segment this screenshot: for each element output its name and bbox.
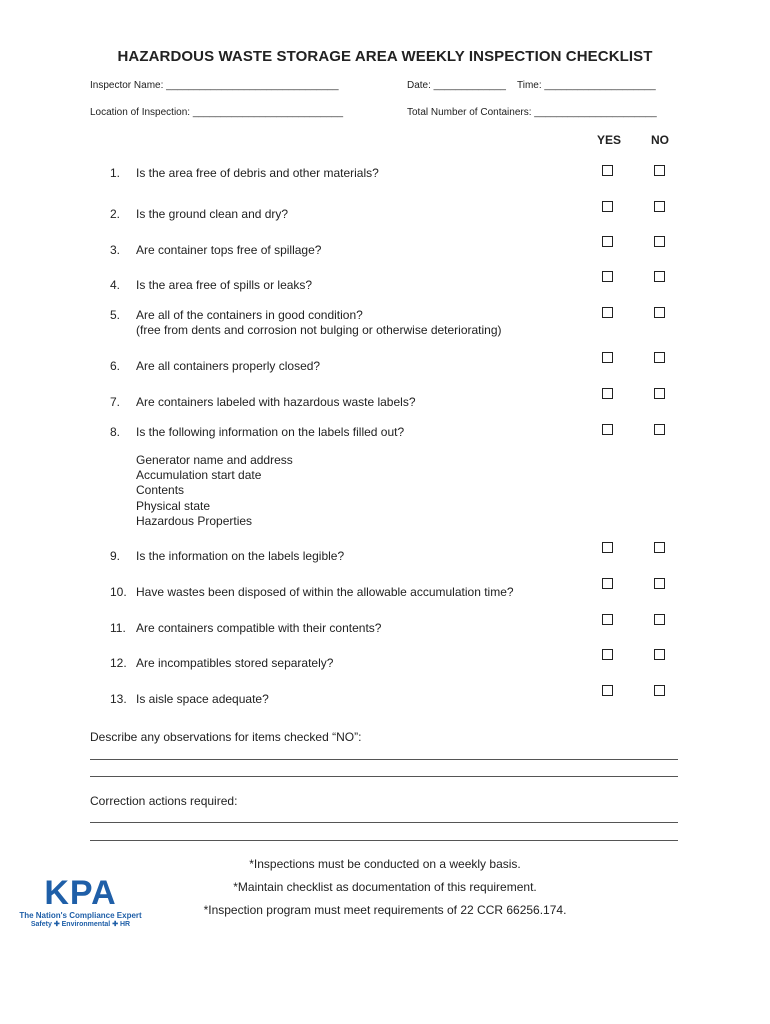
- no-checkbox[interactable]: [654, 424, 665, 435]
- observations-line[interactable]: [90, 776, 678, 777]
- note-regulation: *Inspection program must meet requirements of 22 CCR 66256.174.: [203, 903, 567, 917]
- list-item: Accumulation start date: [136, 468, 262, 483]
- note-documentation: *Maintain checklist as documentation of this requirement.: [233, 880, 537, 894]
- question-number: 8.: [110, 425, 121, 439]
- question-text: Have wastes been disposed of within the allowable accumulation time?: [136, 585, 514, 599]
- yes-checkbox[interactable]: [602, 685, 613, 696]
- question-text: Is the area free of debris and other materials?: [136, 166, 379, 180]
- yes-checkbox[interactable]: [602, 388, 613, 399]
- no-checkbox[interactable]: [654, 578, 665, 589]
- no-checkbox[interactable]: [654, 165, 665, 176]
- question-number: 10.: [110, 585, 127, 599]
- list-item: Physical state: [136, 498, 211, 513]
- no-checkbox[interactable]: [654, 271, 665, 282]
- question-number: 6.: [110, 359, 121, 373]
- question-text: Are all of the containers in good condition?: [136, 308, 363, 322]
- question-text: Are container tops free of spillage?: [136, 243, 322, 257]
- yes-checkbox[interactable]: [602, 307, 613, 318]
- no-checkbox[interactable]: [654, 236, 665, 247]
- yes-checkbox[interactable]: [602, 271, 613, 282]
- yes-checkbox[interactable]: [602, 165, 613, 176]
- question-number: 5.: [110, 308, 121, 322]
- yes-checkbox[interactable]: [602, 424, 613, 435]
- question-text: Is aisle space adequate?: [136, 692, 269, 706]
- kpa-logo: [18, 876, 143, 928]
- question-text: Are all containers properly closed?: [136, 359, 321, 373]
- question-text: Are containers labeled with hazardous waste labels?: [136, 395, 416, 409]
- question-number: 7.: [110, 395, 121, 409]
- corrections-line[interactable]: [90, 822, 678, 823]
- observations-label: Describe any observations for items checked “NO”:: [90, 730, 362, 744]
- question-number: 13.: [110, 692, 127, 706]
- no-checkbox[interactable]: [654, 352, 665, 363]
- question-number: 3.: [110, 243, 121, 257]
- list-item: Generator name and address: [136, 453, 293, 467]
- question-number: 2.: [110, 207, 121, 221]
- yes-checkbox[interactable]: [602, 614, 613, 625]
- no-checkbox[interactable]: [654, 685, 665, 696]
- yes-column-header: YES: [597, 133, 622, 147]
- question-text: Is the ground clean and dry?: [136, 207, 289, 221]
- yes-checkbox[interactable]: [602, 542, 613, 553]
- location-field[interactable]: Location of Inspection: ___________________________: [90, 107, 344, 118]
- no-checkbox[interactable]: [654, 201, 665, 212]
- no-checkbox[interactable]: [654, 388, 665, 399]
- question-text: Are containers compatible with their contents?: [136, 621, 382, 635]
- corrections-line[interactable]: [90, 840, 678, 841]
- yes-checkbox[interactable]: [602, 236, 613, 247]
- kpa-tagline-services: Safety ✚ Environmental ✚ HR: [30, 921, 131, 928]
- question-text: Is the information on the labels legible?: [136, 549, 345, 563]
- question-number: 1.: [110, 166, 121, 180]
- yes-checkbox[interactable]: [602, 649, 613, 660]
- label-information-list: [136, 453, 293, 529]
- time-field[interactable]: Time: ____________________: [517, 80, 656, 91]
- question-number: 12.: [110, 656, 127, 670]
- question-subtext: (free from dents and corrosion not bulging or otherwise deteriorating): [136, 323, 502, 337]
- note-weekly: *Inspections must be conducted on a weekly basis.: [249, 857, 521, 871]
- question-number: 11.: [110, 621, 126, 635]
- no-checkbox[interactable]: [654, 542, 665, 553]
- question-text: Is the area free of spills or leaks?: [136, 278, 313, 292]
- question-number: 9.: [110, 549, 121, 563]
- date-field[interactable]: Date: _____________: [407, 80, 506, 91]
- yes-checkbox[interactable]: [602, 201, 613, 212]
- list-item: Hazardous Properties: [136, 513, 253, 528]
- container-count-field[interactable]: Total Number of Containers: ______________________: [407, 107, 657, 118]
- inspector-name-field[interactable]: Inspector Name: _______________________________: [90, 80, 339, 91]
- no-checkbox[interactable]: [654, 307, 665, 318]
- kpa-tagline: The Nation's Compliance Expert: [19, 911, 142, 920]
- no-checkbox[interactable]: [654, 614, 665, 625]
- question-text: Is the following information on the labels filled out?: [136, 425, 405, 439]
- no-checkbox[interactable]: [654, 649, 665, 660]
- kpa-logo-mark: KPA: [44, 874, 117, 912]
- no-column-header: NO: [651, 133, 669, 147]
- corrections-label: Correction actions required:: [90, 794, 238, 808]
- observations-line[interactable]: [90, 759, 678, 760]
- list-item: Contents: [136, 483, 185, 498]
- yes-checkbox[interactable]: [602, 352, 613, 363]
- page-title: HAZARDOUS WASTE STORAGE AREA WEEKLY INSPECTION CHECKLIST: [117, 48, 653, 65]
- yes-checkbox[interactable]: [602, 578, 613, 589]
- question-text: Are incompatibles stored separately?: [136, 656, 334, 670]
- question-number: 4.: [110, 278, 121, 292]
